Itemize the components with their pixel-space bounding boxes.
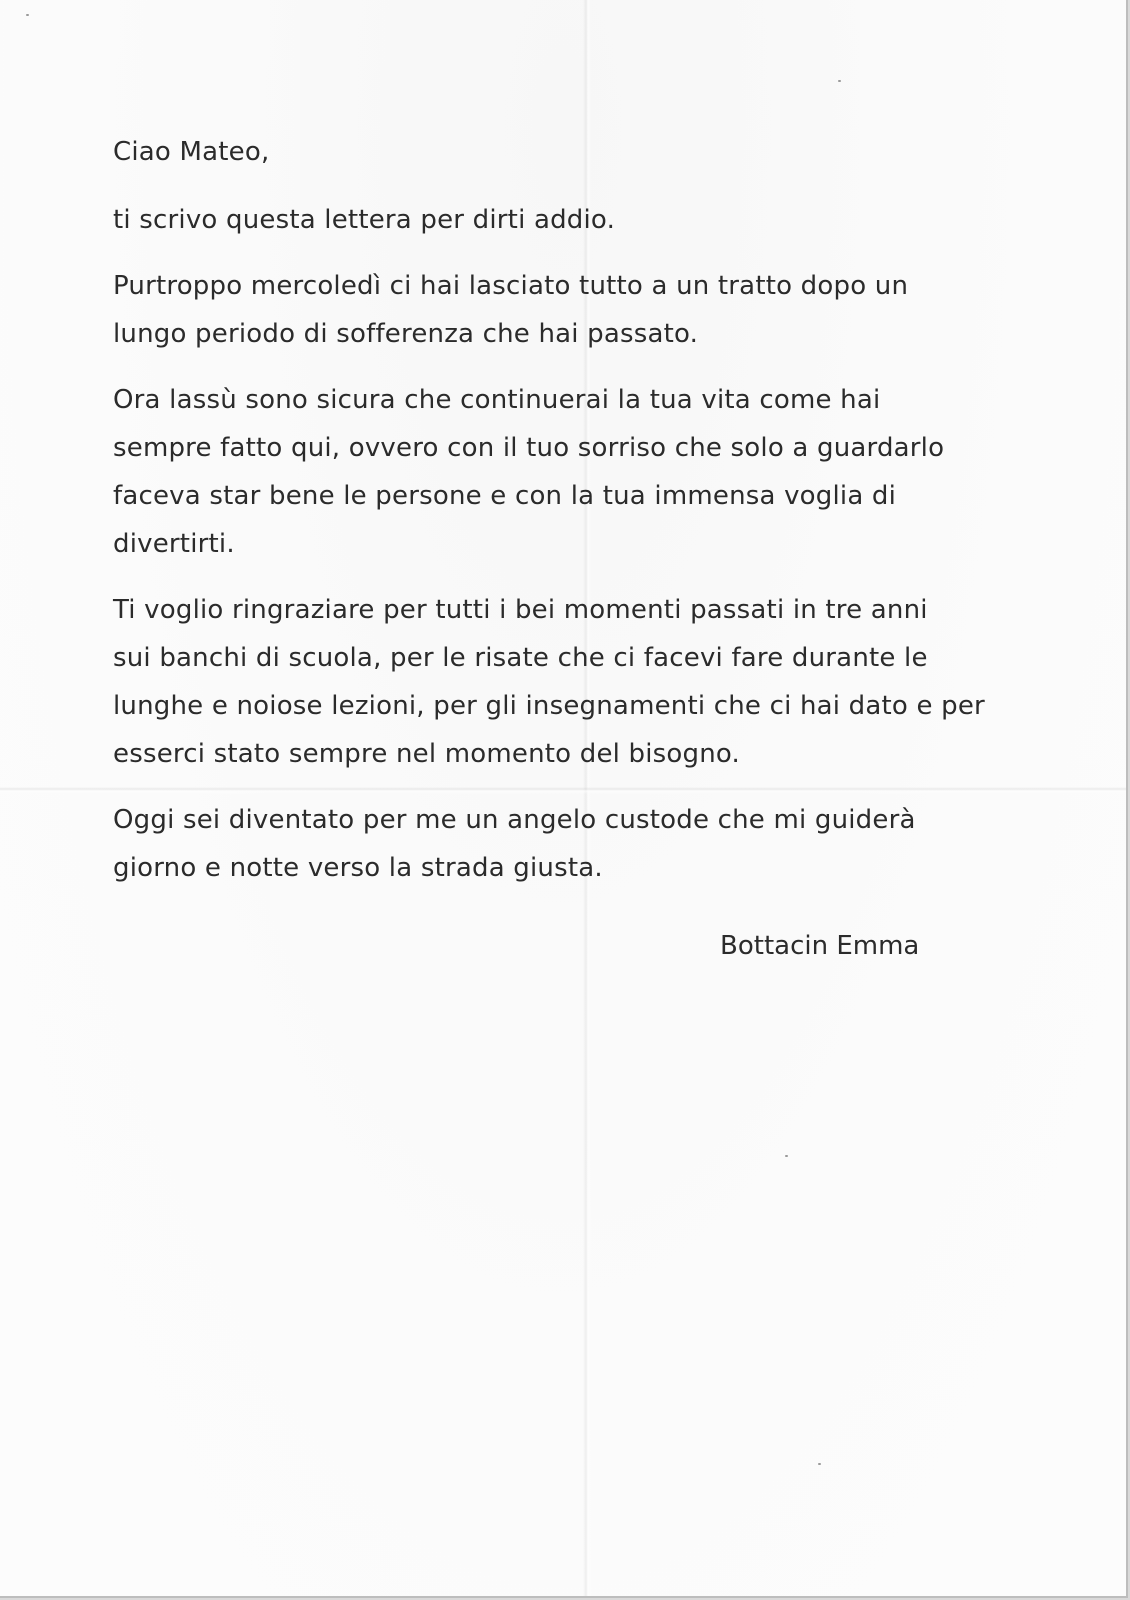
letter-paragraph: Purtroppo mercoledì ci hai lasciato tutto a un tratto dopo un lungo periodo di sofferenza che hai passato. [113, 271, 909, 349]
paper-speck [26, 14, 29, 16]
letter-body [113, 128, 1043, 910]
letter-paragraph: Oggi sei diventato per me un angelo custode che mi guiderà giorno e notte verso la strada giusta. [113, 805, 916, 883]
paper-speck [785, 1155, 788, 1157]
letter-paragraph: ti scrivo questa lettera per dirti addio. [113, 205, 616, 235]
paper-speck [818, 1463, 821, 1465]
paper-speck [838, 80, 841, 82]
letter-paragraph: Ti voglio ringraziare per tutti i bei momenti passati in tre anni sui banchi di scuola, per le risate che ci facevi fare durante le lunghe e noiose lezioni, per gli insegnamenti che ci hai dato e per esserci stato sempre nel momento del bisogno. [113, 595, 985, 769]
letter-greeting: Ciao Mateo, [113, 137, 270, 167]
letter-signature: Bottacin Emma [720, 931, 920, 961]
letter-paragraph: Ora lassù sono sicura che continuerai la tua vita come hai sempre fatto qui, ovvero con il tuo sorriso che solo a guardarlo faceva star bene le persone e con la tua immensa voglia di divertirti. [113, 385, 945, 559]
